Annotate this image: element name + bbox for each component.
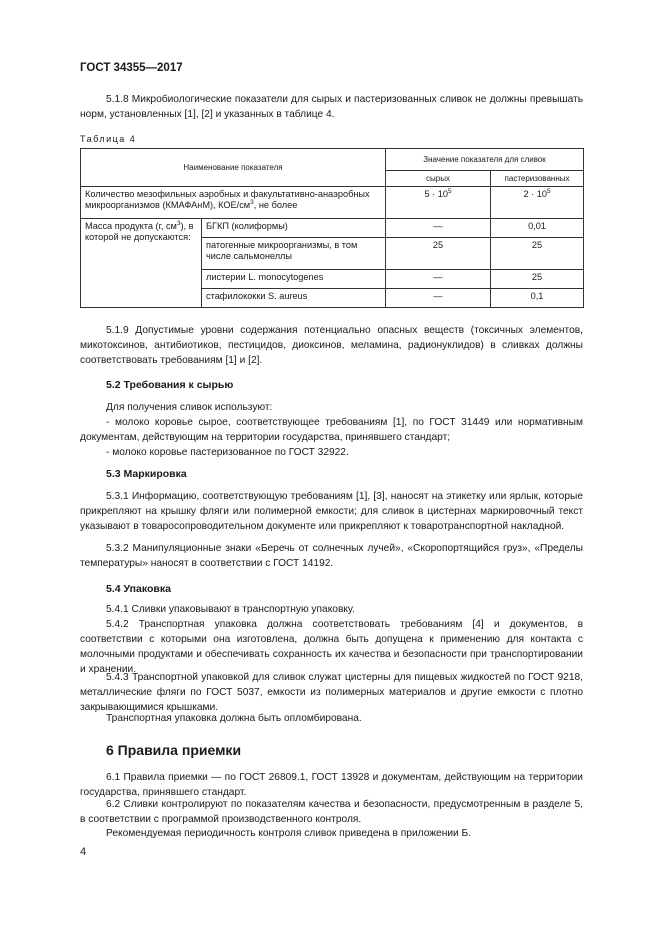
heading-5-3: 5.3 Маркировка — [106, 468, 187, 480]
paragraph-5-2-item-1: - молоко коровье сырое, соответствующее требованиям [1], по ГОСТ 31449 или нормативным документам, действующим на территории государства, принявшего стандарт; — [80, 417, 583, 443]
cell-past: 25 — [491, 238, 584, 270]
cell-past: 0,1 — [491, 289, 584, 308]
heading-5-4: 5.4 Упаковка — [106, 583, 171, 595]
cell-raw: — — [386, 270, 491, 289]
paragraph-5-1-9: 5.1.9 Допустимые уровни содержания потенциально опасных веществ (токсичных элементов, микотоксинов, антибиотиков, пестицидов, диоксинов, меламина, радионуклидов) в сливках должны соответствовать требованиям [1] и [2]. — [80, 325, 583, 366]
cell-raw: — — [386, 289, 491, 308]
cell-past: 0,01 — [491, 219, 584, 238]
paragraph-5-2-intro: Для получения сливок используют: — [106, 402, 273, 413]
cell-name: листерии L. monocytogenes — [202, 270, 386, 289]
paragraph-5-4-4: Транспортная упаковка должна быть опломбирована. — [106, 713, 362, 724]
paragraph-5-3-1: 5.3.1 Информацию, соответствующую требованиям [1], [3], наносят на этикетку или ярлык, которые прикрепляют на крышку фляги или полимерной емкости; для сливок в цистернах маркировочный текст указывают в товаросопроводительном документе или прикрепляют к товаротранспортной накладной. — [80, 491, 583, 532]
paragraph-5-4-1: 5.4.1 Сливки упаковывают в транспортную упаковку. — [106, 604, 355, 615]
cell-name: БГКП (колиформы) — [202, 219, 386, 238]
row-kmafanm-past: $2 \cdot 10^5$ — [491, 187, 584, 219]
mass-label: Масса продукта (г, $см^3$), в которой не допускаются: — [81, 219, 202, 308]
table-row — [81, 219, 584, 238]
paragraph-6-2-note: Рекомендуемая периодичность контроля сливок приведена в приложении Б. — [106, 828, 472, 839]
cell-raw: 25 — [386, 238, 491, 270]
paragraph-5-4-3: 5.4.3 Транспортной упаковкой для сливок служат цистерны для пищевых жидкостей по ГОСТ 9218, металлические фляги по ГОСТ 5037, емкости из полимерных материалов и другие емкости с плотно закрывающимися крышками. — [80, 672, 583, 713]
paragraph-5-1-8: 5.1.8 Микробиологические показатели для сырых и пастеризованных сливок не должны превышать норм, установленных [1], [2] и указанных в таблице 4. — [80, 94, 583, 120]
header-raw: сырых — [386, 171, 491, 187]
header-indicator-value: Значение показателя для сливок — [386, 149, 584, 171]
table-caption: Таблица 4 — [80, 134, 137, 144]
page-number: 4 — [80, 846, 87, 858]
heading-section-6: 6 Правила приемки — [106, 742, 242, 758]
header-indicator-name: Наименование показателя — [81, 149, 386, 187]
paragraph-5-2-item-2: - молоко коровье пастеризованное по ГОСТ 32922. — [106, 447, 349, 458]
paragraph-6-1: 6.1 Правила приемки — по ГОСТ 26809.1, ГОСТ 13928 и документам, действующим на территории государства, принявшего стандарт. — [80, 772, 583, 798]
table-row — [81, 187, 584, 219]
cell-past: 25 — [491, 270, 584, 289]
cell-name: стафилококки S. aureus — [202, 289, 386, 308]
table-4 — [80, 148, 584, 308]
document-code: ГОСТ 34355—2017 — [80, 62, 183, 74]
cell-raw: — — [386, 219, 491, 238]
paragraph-5-3-2: 5.3.2 Манипуляционные знаки «Беречь от солнечных лучей», «Скоропортящийся груз», «Пределы температуры» наносят в соответствии с ГОСТ 14192. — [80, 543, 583, 569]
cell-name: патогенные микроорганизмы, в том числе сальмонеллы — [202, 238, 386, 270]
header-pasteurized: пастеризованных — [491, 171, 584, 187]
row-kmafanm-raw: $5 \cdot 10^5$ — [386, 187, 491, 219]
heading-5-2: 5.2 Требования к сырью — [106, 379, 234, 391]
paragraph-5-4-2: 5.4.2 Транспортная упаковка должна соответствовать требованиям [4] и документов, в соответствии с которыми она изготовлена, должна быть допущена к применению для контакта с молочными продуктами и обеспечивать сохранность их качества и безопасности при транспортировании и хранении. — [80, 619, 583, 675]
row-kmafanm-label: Количество мезофильных аэробных и факультативно-анаэробных микроорганизмов (КМАФАнМ), КОЕ/$см^3$, не более — [81, 187, 386, 219]
paragraph-6-2: 6.2 Сливки контролируют по показателям качества и безопасности, предусмотренным в разделе 5, в соответствии с программой производственного контроля. — [80, 799, 583, 825]
